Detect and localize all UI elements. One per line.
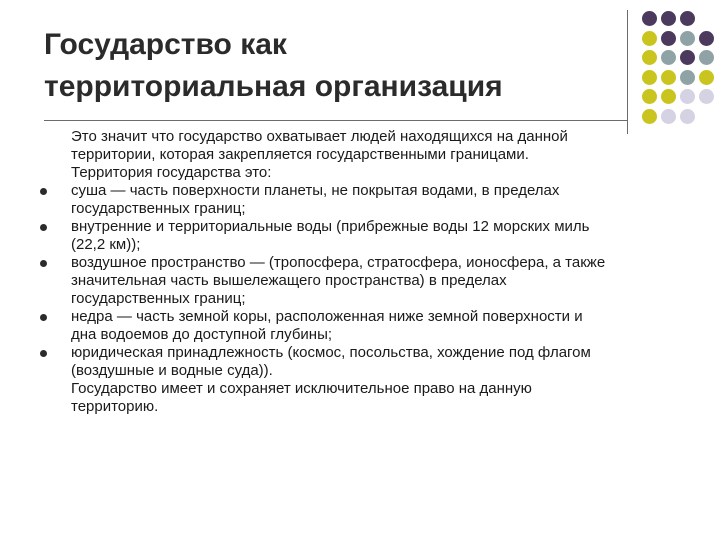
bullet-line: дна водоемов до доступной глубины;: [71, 326, 333, 343]
decor-dot: [699, 31, 714, 46]
bullet-dot-icon: [40, 350, 47, 357]
bullet-line: недра — часть земной коры, расположенная ниже земной поверхности и: [71, 308, 583, 325]
decor-dot: [699, 50, 714, 65]
decor-dot: [661, 109, 676, 124]
decorative-dot-grid: [0, 0, 720, 140]
decor-dot: [642, 89, 657, 104]
intro-line: территории, которая закрепляется государственными границами.: [71, 146, 529, 163]
intro-line: Территория государства это:: [71, 164, 272, 181]
decor-dot: [642, 31, 657, 46]
bullet-line: государственных границ;: [71, 200, 246, 217]
title-line-1: Государство как: [44, 28, 287, 61]
bullet-line: (22,2 км));: [71, 236, 141, 253]
bullet-dot-icon: [40, 224, 47, 231]
decor-dot: [680, 31, 695, 46]
decor-dot: [680, 11, 695, 26]
decor-dot: [699, 89, 714, 104]
bullet-item-subsoil: [71, 308, 671, 344]
decor-dot: [661, 11, 676, 26]
bullet-dot-icon: [40, 314, 47, 321]
decor-dot: [642, 11, 657, 26]
decor-dot: [699, 70, 714, 85]
bullet-line: воздушное пространство — (тропосфера, стратосфера, ионосфера, а также: [71, 254, 606, 271]
bullet-line: юридическая принадлежность (космос, посольства, хождение под флагом: [71, 344, 591, 361]
bullet-item-legal: [71, 344, 671, 380]
bullet-item-waters: [71, 218, 671, 254]
bullet-line: значительная часть вышележащего пространства) в пределах: [71, 272, 507, 289]
bullet-line: внутренние и территориальные воды (прибрежные воды 12 морских миль: [71, 218, 590, 235]
slide-body: [71, 128, 671, 416]
decor-dot: [661, 89, 676, 104]
bullet-line: суша — часть поверхности планеты, не покрытая водами, в пределах: [71, 182, 560, 199]
bullet-item-land: [71, 182, 671, 218]
decor-dot: [642, 109, 657, 124]
bullet-line: (воздушные и водные суда)).: [71, 362, 273, 379]
intro-paragraph: [71, 128, 671, 182]
outro-paragraph: [71, 380, 671, 416]
decor-dot: [642, 70, 657, 85]
decor-dot: [661, 31, 676, 46]
decor-dot: [661, 70, 676, 85]
bullet-dot-icon: [40, 260, 47, 267]
outro-line: Государство имеет и сохраняет исключительное право на данную: [71, 380, 532, 397]
bullet-line: государственных границ;: [71, 290, 246, 307]
decor-dot: [642, 50, 657, 65]
decor-dot: [680, 89, 695, 104]
decor-dot: [680, 109, 695, 124]
decor-dot: [680, 70, 695, 85]
decor-dot: [680, 50, 695, 65]
bullet-dot-icon: [40, 188, 47, 195]
outro-line: территорию.: [71, 398, 159, 415]
title-line-2: территориальная организация: [44, 70, 503, 103]
intro-line: Это значит что государство охватывает людей находящихся на данной: [71, 128, 568, 145]
decor-dot: [661, 50, 676, 65]
bullet-item-airspace: [71, 254, 671, 308]
